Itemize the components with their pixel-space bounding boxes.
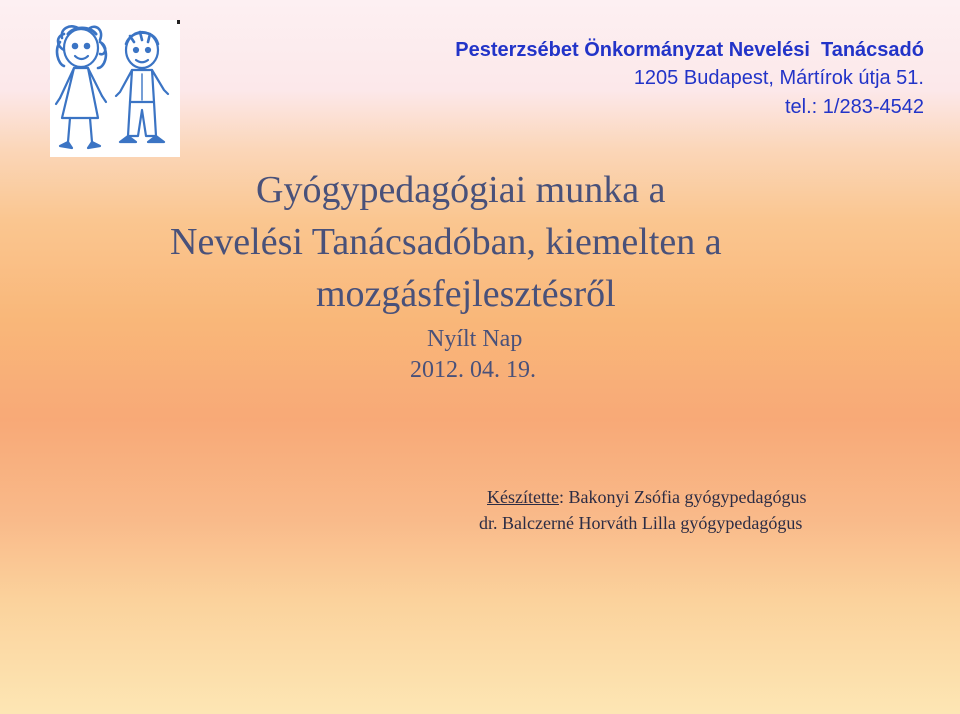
organization-phone: tel.: 1/283-4542: [785, 96, 924, 118]
credits-line-1: [487, 487, 806, 508]
event-date: 2012. 04. 19.: [410, 357, 536, 383]
title-line-2: Nevelési Tanácsadóban, kiemelten a: [170, 221, 722, 263]
organization-name: Pesterzsébet Önkormányzat Nevelési Tanácsadó: [455, 39, 924, 61]
credits-label: Készítette: [487, 487, 559, 507]
organization-address: 1205 Budapest, Mártírok útja 51.: [633, 67, 924, 89]
title-line-3: mozgásfejlesztésről: [316, 273, 616, 315]
credits-author-1: Bakonyi Zsófia gyógypedagógus: [563, 487, 807, 507]
event-name: Nyílt Nap: [427, 326, 523, 352]
credits-author-2: dr. Balczerné Horváth Lilla gyógypedagógus: [479, 513, 803, 533]
title-line-1: Gyógypedagógiai munka a: [256, 169, 666, 211]
logo-corner-mark: [177, 20, 180, 24]
credits-separator: :: [558, 487, 564, 507]
logo-children-drawing-icon: [50, 20, 180, 157]
organization-header: [455, 36, 924, 122]
